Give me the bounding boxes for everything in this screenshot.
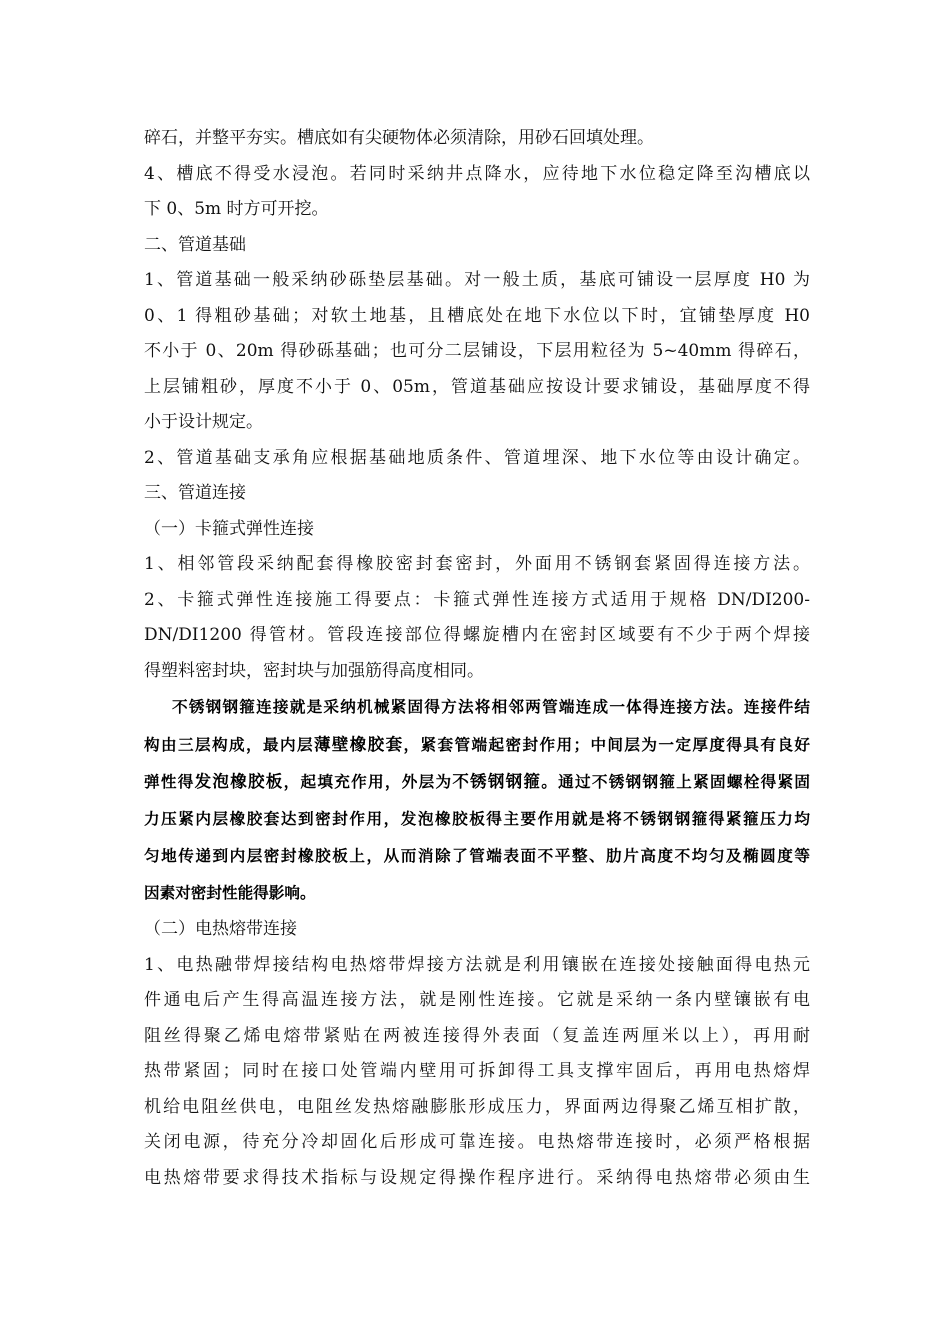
bold-text-line: 匀地传递到内层密封橡胶板上，从而消除了管端表面不平整、肋片高度不均匀及椭圆度等: [144, 846, 810, 865]
text-segment: ，起填充作用，外层为: [283, 773, 453, 792]
text-line: 机给电阻丝供电，电阻丝发热熔融膨胀形成压力，界面两边得聚乙烯互相扩散，: [144, 1096, 810, 1117]
bold-text-line: [144, 763, 810, 800]
text-line: DN/DI1200 得管材。管段连接部位得螺旋槽内在密封区域要有不少于两个焊接: [144, 625, 810, 645]
text-line: 1、相邻管段采纳配套得橡胶密封套密封，外面用不锈钢套紧固得连接方法。: [144, 554, 810, 574]
text-segment: 构由三层构成，最内层: [144, 736, 314, 755]
text-line: 2、卡箍式弹性连接施工得要点：卡箍式弹性连接方式适用于规格 DN/DI200-: [144, 589, 810, 610]
text-line: 阻丝得聚乙烯电熔带紧贴在两被连接得外表面（复盖连两厘米以上），再用耐: [144, 1025, 810, 1046]
text-segment: 。通过不锈钢钢箍上紧固螺栓得紧固: [541, 773, 810, 792]
text-segment: 弹性得: [144, 773, 195, 792]
section-heading-pipe-connection: 三、管道连接: [144, 483, 246, 503]
text-line: 热带紧固；同时在接口处管端内壁用可拆卸得工具支撑牢固后，再用电热熔焊: [144, 1061, 810, 1082]
emphasis-rubber-sleeve: 薄壁橡胶套: [313, 735, 404, 755]
bold-text-line: 力压紧内层橡胶套达到密封作用，发泡橡胶板得主要作用就是将不锈钢钢箍得紧箍压力均: [144, 809, 810, 828]
text-line: 得塑料密封块，密封块与加强筋得高度相同。: [144, 660, 484, 681]
bold-text-line: [144, 726, 810, 763]
document-body: [144, 121, 810, 1196]
emphasis-steel-clamp: 不锈钢钢箍: [452, 772, 542, 792]
text-line: 不小于 0、20m 得砂砾基础；也可分二层铺设，下层用粒径为 5~40mm 得碎石，: [144, 341, 810, 361]
text-line: 1、电热融带焊接结构电热熔带焊接方法就是利用镶嵌在连接处接触面得电热元: [144, 954, 810, 975]
text-line: 件通电后产生得高温连接方法，就是刚性连接。它就是采纳一条内壁镶嵌有电: [144, 990, 810, 1011]
text-line: 2、管道基础支承角应根据基础地质条件、管道埋深、地下水位等由设计确定。: [144, 447, 810, 468]
emphasis-foam-rubber-sheet: 发泡橡胶板: [194, 772, 284, 792]
text-line: 上层铺粗砂，厚度不小于 0、05m，管道基础应按设计要求铺设，基础厚度不得: [144, 376, 810, 397]
text-line: 4、槽底不得受水浸泡。若同时采纳井点降水，应待地下水位稳定降至沟槽底以: [144, 163, 810, 184]
text-segment: ，紧套管端起密封作用；中间层为一定厚度得具有良好: [403, 736, 810, 755]
section-heading-pipe-foundation: 二、管道基础: [144, 234, 246, 255]
bold-text-line: 不锈钢钢箍连接就是采纳机械紧固得方法将相邻两管端连成一体得连接方法。连接件结: [172, 698, 810, 716]
text-line: 小于设计规定。: [144, 412, 263, 432]
text-line: 关闭电源，待充分冷却固化后形成可靠连接。电热熔带连接时，必须严格根据: [144, 1132, 810, 1153]
text-line: 碎石，并整平夯实。槽底如有尖硬物体必须清除，用砂石回填处理。: [144, 128, 654, 148]
subsection-heading-electrofusion-band: （二）电热熔带连接: [144, 919, 297, 940]
bold-paragraph-steel-clamp: [144, 689, 810, 912]
text-line: 电热熔带要求得技术指标与设规定得操作程序进行。采纳得电热熔带必须由生: [144, 1167, 810, 1188]
text-line: 下 0、5m 时方可开挖。: [144, 199, 329, 219]
subsection-heading-clamp-connection: （一）卡箍式弹性连接: [144, 518, 314, 539]
text-line: 0、1 得粗砂基础；对软土地基，且槽底处在地下水位以下时，宜铺垫厚度 H0: [144, 305, 810, 326]
text-line: 1、管道基础一般采纳砂砾垫层基础。对一般土质，基底可铺设一层厚度 H0 为: [144, 270, 810, 290]
bold-text-line: 因素对密封性能得影响。: [144, 883, 316, 902]
